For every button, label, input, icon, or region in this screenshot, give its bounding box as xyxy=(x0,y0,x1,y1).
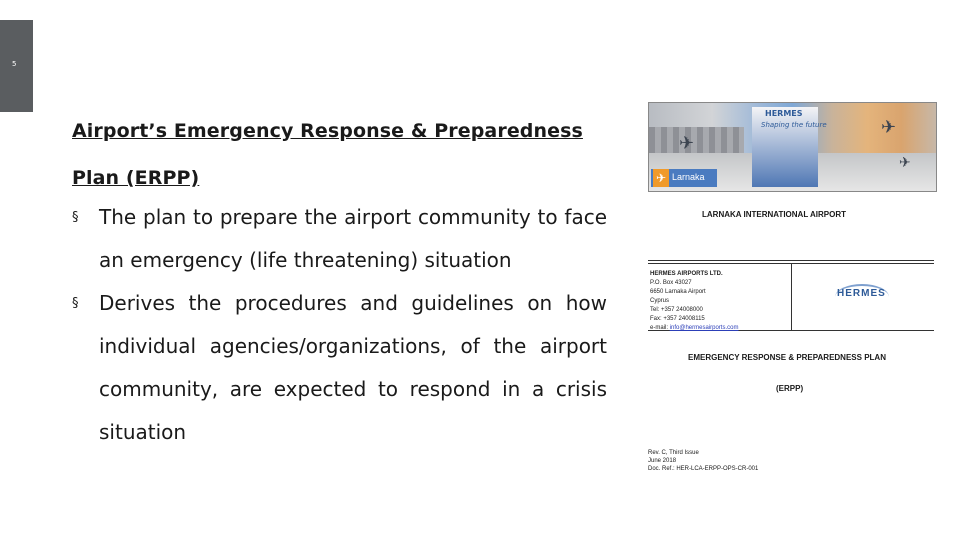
hangar-illustration xyxy=(649,127,744,153)
airplane-icon: ✈ xyxy=(899,155,911,171)
address-email-row xyxy=(650,324,738,333)
company-address xyxy=(650,270,738,333)
bullet-item xyxy=(72,282,607,454)
plan-title: EMERGENCY RESPONSE & PREPAREDNESS PLAN xyxy=(688,353,886,362)
revision-number: Rev. C, Third Issue xyxy=(648,450,699,456)
hermes-logo: HERMES xyxy=(837,288,886,299)
email-link[interactable]: info@hermesairports.com xyxy=(669,325,739,331)
banner-center-panel xyxy=(752,107,818,187)
location-label-text: Larnaka xyxy=(672,172,705,182)
airplane-icon: ✈ xyxy=(881,117,897,138)
address-city: 6650 Larnaka Airport xyxy=(650,289,706,295)
document-reference: Doc. Ref.: HER-LCA-ERPP-OPS-CR-001 xyxy=(648,466,759,472)
po-box: P.O. Box 43027 xyxy=(650,280,692,286)
address-country: Cyprus xyxy=(650,298,670,304)
banner-hermes-logo: HERMES xyxy=(765,109,803,118)
slide-title-line-1: Airport’s Emergency Response & Preparedness xyxy=(72,120,583,142)
airplane-icon: ✈ xyxy=(653,169,669,187)
location-label xyxy=(651,169,717,187)
document-banner xyxy=(648,102,937,192)
slide-number: 5 xyxy=(12,60,17,68)
bullet-item xyxy=(72,196,607,282)
revision-info xyxy=(648,449,758,473)
slide-title-line-2: Plan (ERPP) xyxy=(72,167,200,189)
banner-tagline: Shaping the future xyxy=(761,121,827,129)
airplane-icon: ✈ xyxy=(679,133,695,154)
plan-abbreviation: (ERPP) xyxy=(776,384,804,393)
bullet-marker-icon: § xyxy=(72,210,79,225)
bullet-marker-icon: § xyxy=(72,296,79,311)
bullet-text: The plan to prepare the airport community to face an emergency (life threatening) situation xyxy=(99,205,607,272)
company-name: HERMES AIRPORTS LTD. xyxy=(650,271,723,277)
address-fax: Fax: +357 24008115 xyxy=(650,316,705,322)
email-label: e-mail: xyxy=(650,325,669,331)
slide-title xyxy=(72,108,612,202)
document-cover-image xyxy=(645,100,937,488)
divider xyxy=(791,263,792,330)
bullet-list xyxy=(72,196,607,454)
revision-date: June 2018 xyxy=(648,458,677,464)
slide-side-tab xyxy=(0,20,33,112)
address-tel: Tel: +357 24008000 xyxy=(650,307,703,313)
bullet-text: Derives the procedures and guidelines on how individual agencies/organizations, of the airport community, are expected to respond in a crisis situation xyxy=(99,291,607,444)
divider xyxy=(648,260,934,261)
airport-name: LARNAKA INTERNATIONAL AIRPORT xyxy=(702,210,846,219)
